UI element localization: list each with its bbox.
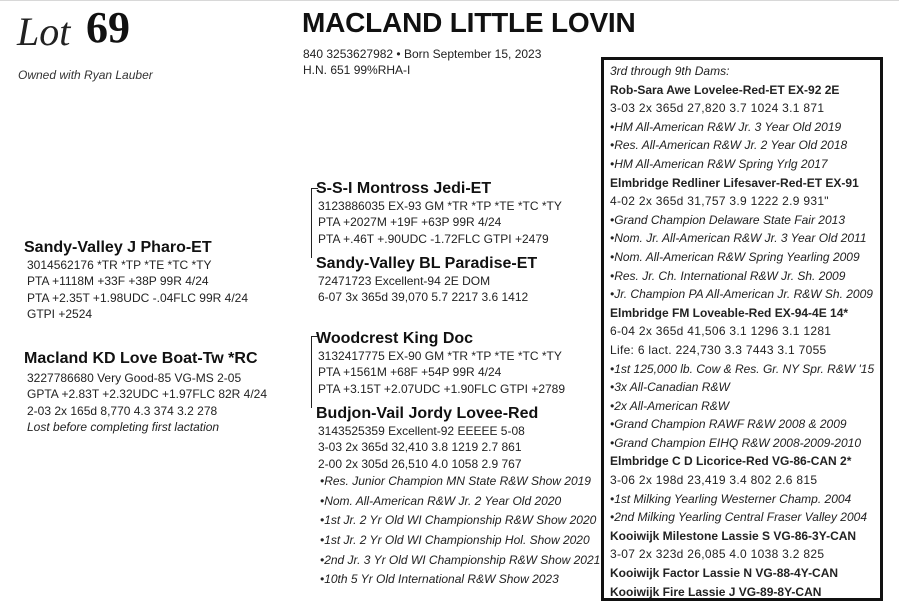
dam-dam-line: 3-03 2x 365d 32,410 3.8 1219 2.7 861 bbox=[318, 440, 522, 455]
honor-note: •Jr. Champion PA All-American Jr. R&W Sh. 2009 bbox=[610, 287, 873, 302]
dam-sire-name: Woodcrest King Doc bbox=[316, 330, 474, 347]
ancestor-dam-name: Elmbridge Redliner Lifesaver-Red-ET EX-91 bbox=[610, 175, 859, 190]
sire-sire-line: PTA +2027M +19F +63P 99R 4/24 bbox=[318, 215, 502, 230]
honor-note: •2nd Milking Yearling Central Fraser Valley 2004 bbox=[610, 510, 868, 525]
honor-note: •Nom. Jr. All-American R&W Jr. 3 Year Old 2011 bbox=[610, 231, 867, 246]
dam-sire-line: 3132417775 EX-90 GM *TR *TP *TE *TC *TY bbox=[318, 349, 562, 363]
dam-block bbox=[24, 349, 267, 435]
animal-name: MACLAND LITTLE LOVIN bbox=[302, 7, 636, 38]
dam-line: 3227786680 Very Good-85 VG-MS 2-05 bbox=[27, 371, 242, 385]
production-record: 3-06 2x 198d 23,419 3.4 802 2.6 815 bbox=[610, 473, 818, 488]
dam-dam-honor: •Res. Junior Champion MN State R&W Show 2019 bbox=[320, 473, 591, 488]
honor-note: •Grand Champion RAWF R&W 2008 & 2009 bbox=[610, 417, 847, 432]
dam-dam-block bbox=[316, 404, 600, 590]
sire-sire-line: 3123886035 EX-93 GM *TR *TP *TE *TC *TY bbox=[318, 199, 562, 213]
dam-sire-block bbox=[316, 329, 565, 397]
production-record: 4-02 2x 365d 31,757 3.9 1222 2.9 931" bbox=[610, 194, 829, 209]
lot-number: 69 bbox=[86, 3, 130, 52]
production-record: Life: 6 lact. 224,730 3.3 7443 3.1 7055 bbox=[610, 342, 827, 357]
sire-dam-name: Sandy-Valley BL Paradise-ET bbox=[316, 255, 538, 272]
animal-hn-line: H.N. 651 99%RHA-I bbox=[303, 63, 411, 77]
honor-note: •3x All-Canadian R&W bbox=[610, 380, 730, 395]
ancestor-dam-name: Kooiwijk Milestone Lassie S VG-86-3Y-CAN bbox=[610, 528, 857, 543]
lot-label: Lot bbox=[17, 9, 71, 54]
dam-dam-honor: •1st Jr. 2 Yr Old WI Championship Hol. Show 2020 bbox=[320, 533, 590, 547]
sire-line: GTPI +2524 bbox=[27, 306, 93, 321]
production-record: 6-04 2x 365d 41,506 3.1 1296 3.1 1281 bbox=[610, 324, 832, 339]
sire-block bbox=[24, 238, 248, 322]
dam-dam-honor: •Nom. All-American R&W Jr. 2 Year Old 2020 bbox=[320, 493, 562, 508]
ownership-note: Owned with Ryan Lauber bbox=[18, 68, 153, 82]
production-record: 3-03 2x 365d 27,820 3.7 1024 3.1 871 bbox=[610, 101, 825, 116]
dam-sire-line: PTA +1561M +68F +54P 99R 4/24 bbox=[318, 365, 502, 380]
ancestor-dam-name: Rob-Sara Awe Lovelee-Red-ET EX-92 2E bbox=[610, 82, 840, 97]
production-record: 3-07 2x 323d 26,085 4.0 1038 3.2 825 bbox=[610, 547, 825, 562]
honor-note: •Nom. All-American R&W Spring Yearling 2009 bbox=[610, 249, 860, 264]
dam-note: Lost before completing first lactation bbox=[27, 419, 220, 434]
honor-note: •Res. Jr. Ch. International R&W Jr. Sh. 2009 bbox=[610, 268, 846, 283]
honor-note: •Res. All-American R&W Jr. 2 Year Old 2018 bbox=[610, 138, 848, 153]
dam-dam-honor: •2nd Jr. 3 Yr Old WI Championship R&W Show 2021 bbox=[320, 552, 601, 567]
sire-name: Sandy-Valley J Pharo-ET bbox=[24, 239, 212, 256]
dam-dam-line: 2-00 2x 305d 26,510 4.0 1058 2.9 767 bbox=[318, 456, 522, 471]
honor-note: •HM All-American R&W Jr. 3 Year Old 2019 bbox=[610, 119, 842, 134]
ancestor-dam-name: Kooiwijk Factor Lassie N VG-88-4Y-CAN bbox=[610, 566, 839, 581]
honor-note: •HM All-American R&W Spring Yrlg 2017 bbox=[610, 156, 828, 171]
dam-dam-honor: •10th 5 Yr Old International R&W Show 2023 bbox=[320, 572, 559, 587]
dam-dam-honor: •1st Jr. 2 Yr Old WI Championship R&W Show 2020 bbox=[320, 513, 597, 528]
dam-line: 2-03 2x 165d 8,770 4.3 374 3.2 278 bbox=[27, 403, 218, 418]
ancestor-dam-name: Elmbridge FM Loveable-Red EX-94-4E 14* bbox=[610, 305, 849, 320]
animal-id-birth: 840 3253627982 • Born September 15, 2023 bbox=[303, 47, 542, 61]
honor-note: •2x All-American R&W bbox=[610, 398, 730, 413]
sire-line: PTA +1118M +33F +38P 99R 4/24 bbox=[27, 274, 209, 289]
sire-sire-block bbox=[316, 179, 562, 247]
dam-line: GPTA +2.83T +2.32UDC +1.97FLC 82R 4/24 bbox=[27, 387, 268, 402]
ancestor-dam-name: Elmbridge C D Licorice-Red VG-86-CAN 2* bbox=[610, 454, 852, 469]
sire-line: PTA +2.35T +1.98UDC -.04FLC 99R 4/24 bbox=[27, 290, 249, 305]
honor-note: •1st 125,000 lb. Cow & Res. Gr. NY Spr. R&W '15 bbox=[610, 361, 875, 376]
honor-note: •Grand Champion Delaware State Fair 2013 bbox=[610, 212, 845, 227]
sire-sire-line: PTA +.46T +.90UDC -1.72FLC GTPI +2479 bbox=[318, 231, 549, 246]
honor-note: •Grand Champion EIHQ R&W 2008-2009-2010 bbox=[610, 435, 861, 450]
dam-name: Macland KD Love Boat-Tw *RC bbox=[24, 350, 258, 367]
honor-note: •1st Milking Yearling Westerner Champ. 2004 bbox=[610, 491, 852, 506]
top-rule bbox=[0, 0, 899, 1]
sire-sire-name: S-S-I Montross Jedi-ET bbox=[316, 180, 492, 197]
extended-dams-list bbox=[610, 62, 874, 601]
extended-dams-heading: 3rd through 9th Dams: bbox=[610, 64, 730, 78]
sire-dam-line: 72471723 Excellent-94 2E DOM bbox=[318, 274, 491, 288]
dam-sire-line: PTA +3.15T +2.07UDC +1.90FLC GTPI +2789 bbox=[318, 381, 566, 396]
dam-dam-line: 3143525359 Excellent-92 EEEEE 5-08 bbox=[318, 424, 525, 438]
dam-dam-name: Budjon-Vail Jordy Lovee-Red bbox=[316, 405, 539, 422]
sire-dam-line: 6-07 3x 365d 39,070 5.7 2217 3.6 1412 bbox=[318, 290, 529, 305]
ancestor-dam-name: Kooiwijk Fire Lassie J VG-89-8Y-CAN bbox=[610, 584, 822, 599]
sire-dam-block bbox=[316, 254, 537, 306]
sire-line: 3014562176 *TR *TP *TE *TC *TY bbox=[27, 258, 212, 272]
